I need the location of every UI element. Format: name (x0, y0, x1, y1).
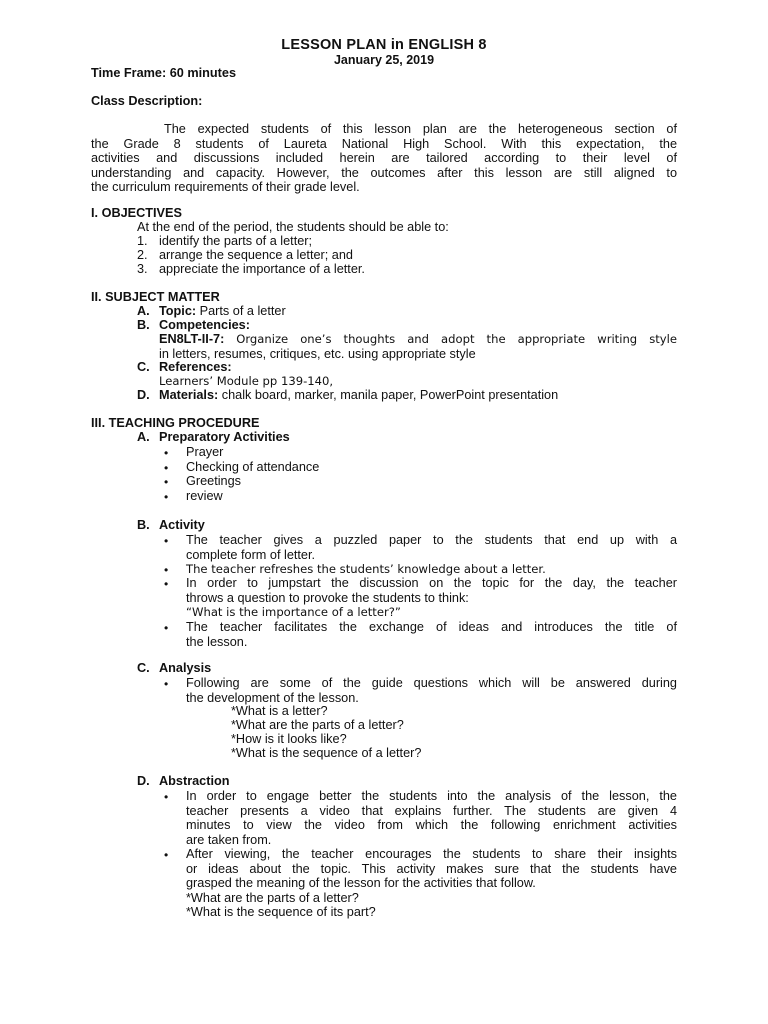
objective-item: identify the parts of a letter; (159, 234, 313, 248)
guide-question: *How is it looks like? (231, 732, 347, 746)
activity-item: The teacher refreshes the students’ knowledge about a letter. (186, 562, 546, 576)
preparatory-item: Prayer (186, 445, 224, 459)
subject-matter-heading: II. SUBJECT MATTER (91, 290, 220, 304)
competencies-key: Competencies: (159, 318, 250, 332)
item-line: minutes to view the video from which the following enrichment activities (186, 818, 677, 833)
time-frame: Time Frame: 60 minutes (91, 66, 237, 80)
materials-line (159, 388, 558, 403)
paragraph-line: understanding and capacity. However, the outcomes after this lesson are still aligned to (91, 165, 677, 180)
item-line: Following are some of the guide questions which will be answered during (186, 676, 677, 690)
materials-label: D. (137, 388, 150, 402)
references-label: C. (137, 360, 150, 374)
item-line: *What are the parts of a letter? (186, 890, 359, 905)
activity-item (186, 576, 677, 620)
class-description-heading: Class Description: (91, 94, 203, 108)
item-line: In order to engage better the students into the analysis of the lesson, the (186, 789, 677, 803)
item-line: After viewing, the teacher encourages the students to share their insights (186, 847, 677, 861)
abstraction-item (186, 789, 677, 847)
item-line: In order to jumpstart the discussion on the topic for the day, the teacher (186, 576, 677, 590)
preparatory-item: Checking of attendance (186, 460, 320, 474)
item-line: the lesson. (186, 634, 248, 649)
competency-line (159, 332, 677, 347)
topic-line (159, 304, 286, 319)
preparatory-heading: Preparatory Activities (159, 430, 290, 444)
activity-item (186, 533, 677, 562)
guide-question: *What is the sequence of a letter? (231, 746, 422, 760)
item-line: or ideas about the topic. This activity makes sure that the students have (186, 861, 677, 876)
bullet-icon: • (164, 848, 169, 862)
class-description-paragraph (91, 122, 677, 195)
preparatory-label: A. (137, 430, 150, 444)
analysis-item (186, 676, 677, 705)
topic-value: Parts of a letter (199, 304, 286, 318)
analysis-heading: Analysis (159, 661, 212, 675)
item-line: The teacher gives a puzzled paper to the students that end up with a (186, 533, 677, 547)
abstraction-heading: Abstraction (159, 774, 230, 788)
objectives-intro: At the end of the period, the students should be able to: (137, 220, 449, 234)
objectives-heading: I. OBJECTIVES (91, 206, 182, 220)
paragraph-line: activities and discussions included herein are tailored according to their level of (91, 151, 677, 166)
abstraction-item (186, 847, 677, 920)
bullet-icon: • (164, 790, 169, 804)
paragraph-line: the Grade 8 students of Laureta National High School. With this expectation, the (91, 136, 677, 151)
bullet-icon: • (164, 461, 169, 475)
bullet-icon: • (164, 490, 169, 504)
materials-value: chalk board, marker, manila paper, PowerPoint presentation (221, 388, 559, 402)
objective-item: arrange the sequence a letter; and (159, 248, 353, 262)
item-line: “What is the importance of a letter?” (186, 605, 401, 620)
materials-key: Materials: (159, 388, 219, 402)
objective-number: 2. (137, 248, 148, 262)
competencies-label: B. (137, 318, 150, 332)
bullet-icon: • (164, 621, 169, 635)
competency-statement (159, 332, 677, 361)
teaching-procedure-heading: III. TEACHING PROCEDURE (91, 416, 260, 430)
paragraph-line: the curriculum requirements of their grade level. (91, 180, 360, 195)
objective-number: 1. (137, 234, 148, 248)
guide-question: *What is a letter? (231, 704, 328, 718)
paragraph-line: The expected students of this lesson plan are the heterogeneous section of (164, 122, 677, 136)
bullet-icon: • (164, 475, 169, 489)
guide-question: *What are the parts of a letter? (231, 718, 404, 732)
item-line: complete form of letter. (186, 547, 316, 562)
topic-label: A. (137, 304, 150, 318)
preparatory-item: Greetings (186, 474, 242, 488)
item-line: the development of the lesson. (186, 690, 359, 705)
bullet-icon: • (164, 563, 169, 577)
item-line: are taken from. (186, 832, 272, 847)
references-key: References: (159, 360, 232, 374)
objective-number: 3. (137, 262, 148, 276)
topic-key: Topic: (159, 304, 197, 318)
bullet-icon: • (164, 446, 169, 460)
item-line: throws a question to provoke the students to think: (186, 590, 469, 605)
bullet-icon: • (164, 534, 169, 548)
document-date: January 25, 2019 (333, 53, 435, 67)
item-line: teacher presents a video that explains further. The students are given 4 (186, 803, 677, 818)
document-title: LESSON PLAN in ENGLISH 8 (281, 37, 487, 53)
bullet-icon: • (164, 577, 169, 591)
item-line: The teacher facilitates the exchange of ideas and introduces the title of (186, 620, 677, 634)
activity-item (186, 620, 677, 649)
competency-text: Organize one’s thoughts and adopt the appropriate writing style (236, 332, 677, 346)
references-value: Learners’ Module pp 139-140, (159, 374, 334, 388)
preparatory-item: review (186, 489, 223, 503)
objective-item: appreciate the importance of a letter. (159, 262, 365, 276)
abstraction-label: D. (137, 774, 150, 788)
competency-line: in letters, resumes, critiques, etc. using appropriate style (159, 346, 476, 361)
analysis-label: C. (137, 661, 150, 675)
bullet-icon: • (164, 677, 169, 691)
competency-code: EN8LT-II-7: (159, 332, 225, 346)
item-line: *What is the sequence of its part? (186, 905, 376, 920)
activity-heading: Activity (159, 518, 205, 532)
item-line: grasped the meaning of the lesson for the activities that follow. (186, 876, 536, 891)
activity-label: B. (137, 518, 150, 532)
